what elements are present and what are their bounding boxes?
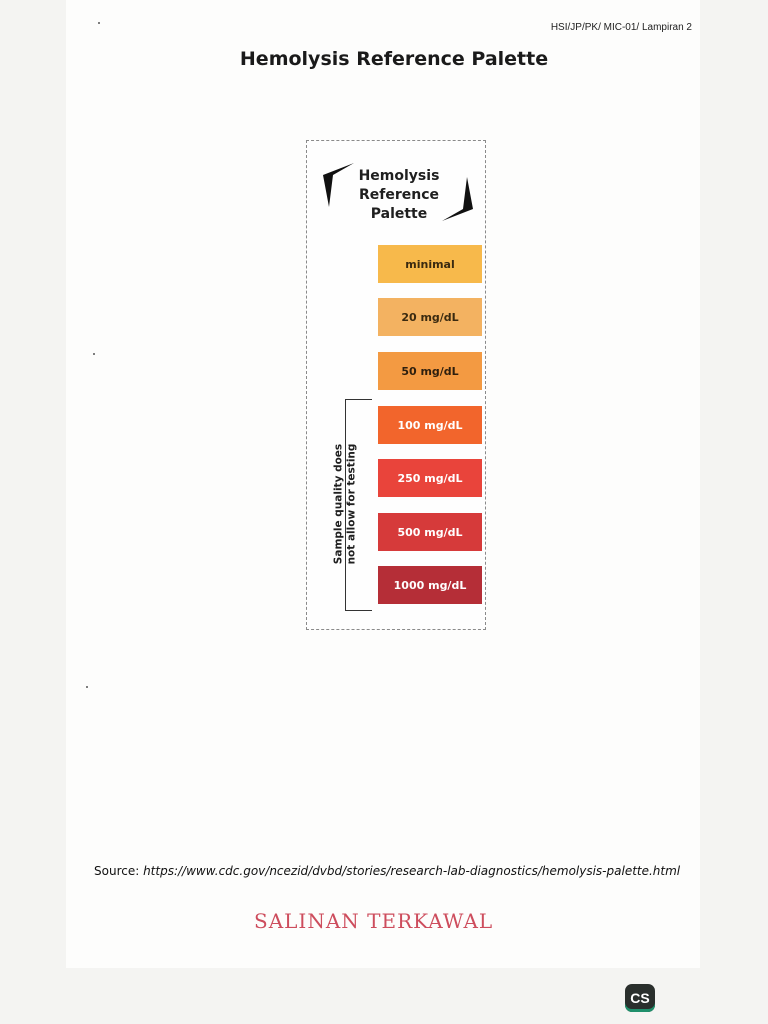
copy-stamp: SALINAN TERKAWAL — [254, 909, 494, 933]
document-code: HSI/JP/PK/ MIC-01/ Lampiran 2 — [550, 22, 692, 33]
unusable-range-label — [323, 401, 367, 607]
scanner-app-logo: CS — [625, 984, 655, 1012]
swatch-1000-mg-dl: 1000 mg/dL — [378, 566, 482, 604]
scan-speck — [93, 353, 95, 355]
swatch-20-mg-dl: 20 mg/dL — [378, 298, 482, 336]
source-prefix: Source: — [94, 864, 144, 878]
unusable-range-label-line: Sample quality does — [332, 443, 344, 565]
page-title: Hemolysis Reference Palette — [239, 48, 549, 70]
source-citation — [94, 864, 680, 878]
source-url: https://www.cdc.gov/ncezid/dvbd/stories/research-lab-diagnostics/hemolysis-palette.html — [143, 864, 681, 878]
card-title-line: Reference — [358, 187, 440, 203]
swatch-250-mg-dl: 250 mg/dL — [378, 459, 482, 497]
unusable-range-label-line: not allow for testing — [345, 443, 357, 565]
scan-speck — [98, 22, 100, 24]
card-title-line: Hemolysis — [358, 168, 440, 184]
chevron-left-decoration-icon — [321, 161, 355, 209]
card-title — [351, 167, 447, 224]
swatch-500-mg-dl: 500 mg/dL — [378, 513, 482, 551]
scan-speck — [86, 686, 88, 688]
swatch-100-mg-dl: 100 mg/dL — [378, 406, 482, 444]
swatch-50-mg-dl: 50 mg/dL — [378, 352, 482, 390]
card-title-line: Palette — [370, 206, 428, 222]
hemolysis-palette-card — [306, 140, 486, 630]
swatch-minimal: minimal — [378, 245, 482, 283]
